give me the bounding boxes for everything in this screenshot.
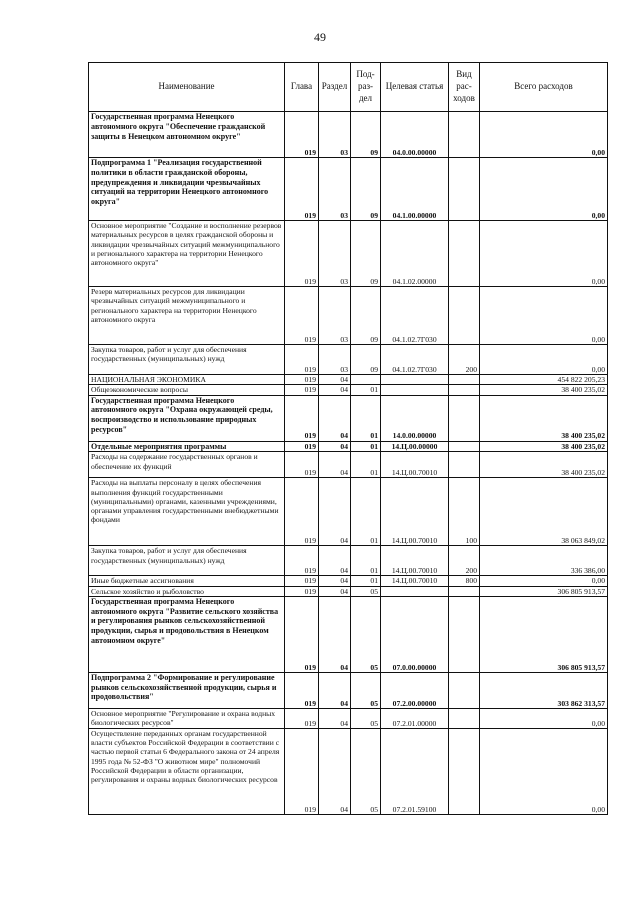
table-row [89,395,608,441]
cell-type [449,708,480,728]
cell-section: 03 [319,158,351,221]
cell-type [449,586,480,596]
table-row [89,112,608,158]
table-row [89,452,608,478]
cell-target: 07.0.00.00000 [381,596,449,672]
cell-section: 04 [319,441,351,452]
header-total: Всего расходов [480,63,608,112]
cell-type [449,728,480,814]
cell-amount: 0,00 [480,112,608,158]
cell-section: 03 [319,287,351,345]
cell-type [449,221,480,287]
cell-amount: 38 400 235,02 [480,395,608,441]
cell-name: Основное мероприятие "Создание и восполнение резервов материальных ресурсов в целях гражданской обороны и ликвидации чрезвычайных ситуаций межмуниципального и регионального характера на территории Ненецкого автономного округа" [89,221,285,287]
cell-type [449,672,480,708]
cell-section: 04 [319,375,351,385]
cell-chapter: 019 [285,112,319,158]
cell-type: 800 [449,576,480,586]
page-number: 49 [314,30,326,44]
cell-amount: 454 822 205,23 [480,375,608,385]
cell-subsection: 05 [351,708,381,728]
header-type: Вид рас-ходов [449,63,480,112]
cell-type: 100 [449,478,480,546]
cell-target: 07.2.01.59100 [381,728,449,814]
cell-target: 14.0.00.00000 [381,395,449,441]
cell-target: 04.1.02.7Г030 [381,287,449,345]
cell-subsection: 01 [351,546,381,576]
cell-amount: 0,00 [480,708,608,728]
cell-subsection: 09 [351,345,381,375]
cell-name: НАЦИОНАЛЬНАЯ ЭКОНОМИКА [89,375,285,385]
cell-target: 14.Ц.00.70010 [381,452,449,478]
table-row [89,221,608,287]
cell-section: 04 [319,546,351,576]
cell-amount: 336 386,00 [480,546,608,576]
table-row [89,672,608,708]
cell-target: 07.2.00.00000 [381,672,449,708]
cell-subsection: 01 [351,576,381,586]
cell-target: 07.2.01.00000 [381,708,449,728]
cell-section: 04 [319,586,351,596]
cell-subsection: 05 [351,596,381,672]
cell-chapter: 019 [285,345,319,375]
table-row [89,287,608,345]
table-header-row [89,63,608,112]
cell-name: Основное мероприятие "Регулирование и охрана водных биологических ресурсов" [89,708,285,728]
cell-amount: 306 805 913,57 [480,596,608,672]
header-chapter: Глава [285,63,319,112]
cell-name: Отдельные мероприятия программы [89,441,285,452]
cell-amount: 306 805 913,57 [480,586,608,596]
cell-subsection [351,375,381,385]
cell-target [381,375,449,385]
cell-name: Закупка товаров, работ и услуг для обеспечения государственных (муниципальных) нужд [89,345,285,375]
cell-amount: 38 400 235,02 [480,441,608,452]
cell-section: 04 [319,672,351,708]
cell-section: 04 [319,576,351,586]
cell-target [381,586,449,596]
cell-amount: 0,00 [480,728,608,814]
cell-subsection: 01 [351,395,381,441]
cell-subsection: 09 [351,112,381,158]
cell-chapter: 019 [285,221,319,287]
table-row [89,441,608,452]
cell-type [449,441,480,452]
cell-name: Иные бюджетные ассигнования [89,576,285,586]
cell-type: 200 [449,546,480,576]
cell-target: 14.Ц.00.70010 [381,576,449,586]
cell-amount: 38 400 235,02 [480,452,608,478]
table-row [89,596,608,672]
cell-target: 14.Ц.00.70010 [381,478,449,546]
table-row [89,546,608,576]
cell-chapter: 019 [285,441,319,452]
cell-target: 14.Ц.00.70010 [381,546,449,576]
cell-amount: 303 862 313,57 [480,672,608,708]
cell-chapter: 019 [285,385,319,395]
cell-chapter: 019 [285,708,319,728]
cell-name: Осуществление переданных органам государственной власти субъектов Российской Федерации в соответствии с частью первой статьи 6 Федерального закона от 24 апреля 1995 года № 52-ФЗ "О животном мире" полномочий Российской Федерации в области организации, регулирования и охраны водных биологических ресурсов [89,728,285,814]
cell-section: 03 [319,221,351,287]
cell-section: 04 [319,728,351,814]
cell-amount: 0,00 [480,221,608,287]
cell-subsection: 01 [351,441,381,452]
cell-name: Расходы на выплаты персоналу в целях обеспечения выполнения функций государственными (муниципальными) органами, казенными учреждениями, органами управления государственными внебюджетными фондами [89,478,285,546]
header-section: Раздел [319,63,351,112]
cell-type [449,287,480,345]
cell-type [449,112,480,158]
cell-subsection: 01 [351,478,381,546]
table-row [89,385,608,395]
cell-subsection: 09 [351,221,381,287]
table-row [89,345,608,375]
cell-section: 04 [319,478,351,546]
cell-name: Резерв материальных ресурсов для ликвидации чрезвычайных ситуаций межмуниципального и регионального характера на территории Ненецкого автономного округа [89,287,285,345]
cell-amount: 38 400 235,02 [480,385,608,395]
cell-subsection: 05 [351,586,381,596]
table-row [89,586,608,596]
cell-amount: 0,00 [480,576,608,586]
table-row [89,576,608,586]
cell-chapter: 019 [285,596,319,672]
cell-target: 04.1.00.00000 [381,158,449,221]
cell-subsection: 01 [351,385,381,395]
cell-chapter: 019 [285,576,319,586]
cell-amount: 0,00 [480,287,608,345]
cell-name: Государственная программа Ненецкого автономного округа "Охрана окружающей среды, воспроизводство и использование природных ресурсов" [89,395,285,441]
cell-type [449,375,480,385]
cell-chapter: 019 [285,728,319,814]
cell-target [381,385,449,395]
cell-name: Закупка товаров, работ и услуг для обеспечения государственных (муниципальных) нужд [89,546,285,576]
table-row [89,158,608,221]
cell-name: Государственная программа Ненецкого автономного округа "Развитие сельского хозяйства и регулирования рынков сельскохозяйственной продукции, сырья и продовольствия в Ненецком автономном округе" [89,596,285,672]
cell-name: Государственная программа Ненецкого автономного округа "Обеспечение гражданской защиты в Ненецком автономном округе" [89,112,285,158]
cell-subsection: 01 [351,452,381,478]
cell-chapter: 019 [285,546,319,576]
budget-table [88,62,608,815]
cell-amount: 38 063 849,02 [480,478,608,546]
cell-chapter: 019 [285,452,319,478]
cell-type [449,395,480,441]
table-row [89,478,608,546]
cell-name: Сельское хозяйство и рыболовство [89,586,285,596]
cell-target: 14.Ц.00.00000 [381,441,449,452]
cell-chapter: 019 [285,672,319,708]
cell-section: 04 [319,385,351,395]
cell-target: 04.1.02.00000 [381,221,449,287]
table-body [89,112,608,815]
cell-section: 04 [319,395,351,441]
header-target: Целевая статья [381,63,449,112]
cell-name: Подпрограмма 1 "Реализация государственной политики в области гражданской обороны, предупреждения и ликвидации чрезвычайных ситуаций на территории Ненецкого автономного округа" [89,158,285,221]
cell-subsection: 05 [351,672,381,708]
cell-name: Подпрограмма 2 "Формирование и регулирование рынков сельскохозяйственной продукции, сырья и продовольствия" [89,672,285,708]
cell-amount: 0,00 [480,158,608,221]
cell-name: Расходы на содержание государственных органов и обеспечение их функций [89,452,285,478]
cell-section: 03 [319,345,351,375]
cell-section: 03 [319,112,351,158]
cell-target: 04.0.00.00000 [381,112,449,158]
table-row [89,708,608,728]
cell-amount: 0,00 [480,345,608,375]
cell-type [449,385,480,395]
cell-chapter: 019 [285,478,319,546]
cell-type [449,158,480,221]
cell-chapter: 019 [285,375,319,385]
cell-chapter: 019 [285,158,319,221]
cell-subsection: 09 [351,287,381,345]
cell-type: 200 [449,345,480,375]
cell-subsection: 09 [351,158,381,221]
cell-type [449,452,480,478]
cell-chapter: 019 [285,395,319,441]
header-name: Наименование [89,63,285,112]
header-subsection: Под-раз-дел [351,63,381,112]
table-row [89,728,608,814]
cell-chapter: 019 [285,586,319,596]
cell-subsection: 05 [351,728,381,814]
cell-section: 04 [319,708,351,728]
cell-section: 04 [319,596,351,672]
table-row [89,375,608,385]
cell-section: 04 [319,452,351,478]
cell-chapter: 019 [285,287,319,345]
cell-name: Общеэкономические вопросы [89,385,285,395]
cell-target: 04.1.02.7Г030 [381,345,449,375]
cell-type [449,596,480,672]
